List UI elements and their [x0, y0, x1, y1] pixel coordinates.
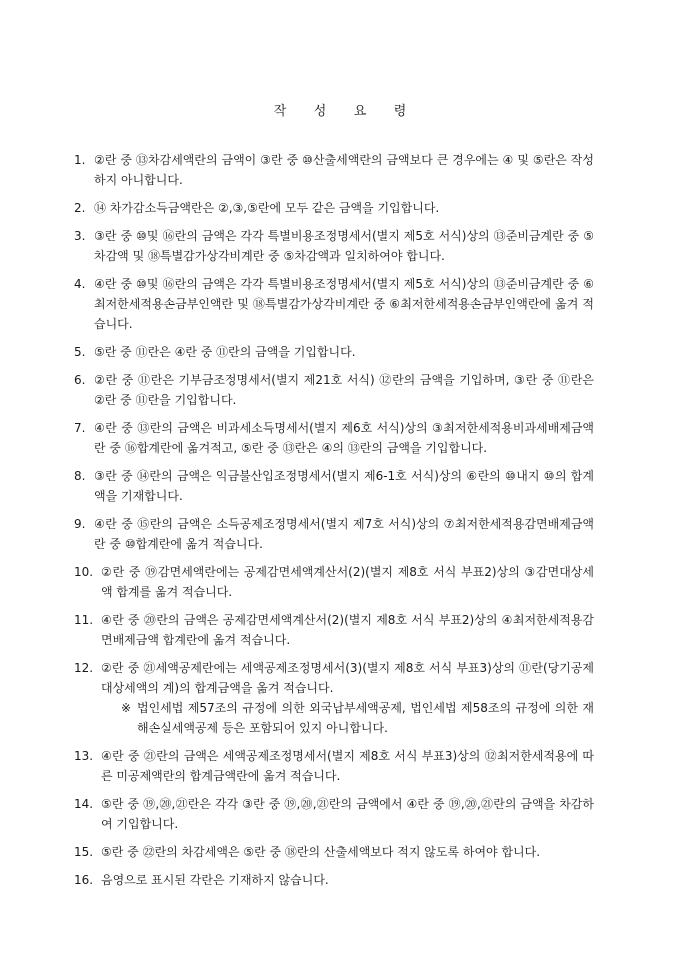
note-mark: ※	[121, 701, 132, 715]
list-item	[74, 562, 594, 602]
instruction-list	[74, 150, 594, 898]
item-number: 9.	[74, 517, 86, 531]
list-item	[74, 658, 594, 738]
item-number: 6.	[74, 373, 86, 387]
page-title	[0, 100, 680, 119]
item-text: ③란 중 ⑩및 ⑯란의 금액은 각각 특별비용조정명세서(별지 제5호 서식)상의 ⑬준비금계란 중 ⑤차감액 및 ⑱특별감가상각비계란 중 ⑤차감액과 일치하여야 합니다.	[94, 229, 594, 263]
item-text: ②란 중 ⑬차감세액란의 금액이 ③란 중 ⑩산출세액란의 금액보다 큰 경우에는 ④ 및 ⑤란은 작성하지 아니합니다.	[94, 153, 594, 187]
item-number: 4.	[74, 277, 86, 291]
item-text: ②란 중 ⑲감면세액란에는 공제감면세액계산서(2)(별지 제8호 서식 부표2)상의 ③감면대상세액 합계를 옮겨 적습니다.	[101, 565, 594, 599]
list-item	[74, 870, 594, 890]
item-note	[121, 698, 594, 738]
list-item	[74, 466, 594, 506]
item-text: 음영으로 표시된 각란은 기재하지 않습니다.	[101, 873, 329, 887]
item-text: ④란 중 ⑩및 ⑯란의 금액은 각각 특별비용조정명세서(별지 제5호 서식)상의 ⑬준비금계란 중 ⑥최저한세적용손금부인액란 및 ⑱특별감가상각비계란 중 ⑥최저한세적용손금부인액란에 옮겨 적습니다.	[94, 277, 594, 331]
list-item	[74, 842, 594, 862]
note-text: 법인세법 제57조의 규정에 의한 외국납부세액공제, 법인세법 제58조의 규정에 의한 재해손실세액공제 등은 포함되어 있지 아니합니다.	[137, 701, 594, 735]
item-number: 7.	[74, 421, 86, 435]
item-text: ④란 중 ⑳란의 금액은 공제감면세액계산서(2)(별지 제8호 서식 부표2)상의 ④최저한세적용감면배제금액 합계란에 옮겨 적습니다.	[101, 613, 594, 647]
item-text: ⑭ 차가감소득금액란은 ②,③,⑤란에 모두 같은 금액을 기입합니다.	[94, 201, 440, 215]
list-item	[74, 198, 594, 218]
list-item	[74, 514, 594, 554]
item-main-text: ②란 중 ㉑세액공제란에는 세액공제조정명세서(3)(별지 제8호 서식 부표3)상의 ⑪란(당기공제대상세액의 계)의 합계금액을 옮겨 적습니다.	[101, 661, 594, 695]
item-text: ④란 중 ㉑란의 금액은 세액공제조정명세서(별지 제8호 서식 부표3)상의 ⑫최저한세적용에 따른 미공제액란의 합계금액란에 옮겨 적습니다.	[101, 749, 594, 783]
item-text: ⑤란 중 ⑪란은 ④란 중 ⑪란의 금액을 기입합니다.	[94, 345, 356, 359]
list-item	[74, 794, 594, 834]
item-number: 11.	[74, 613, 94, 627]
list-item	[74, 274, 594, 334]
item-number: 2.	[74, 201, 86, 215]
list-item	[74, 418, 594, 458]
item-number: 13.	[74, 749, 94, 763]
item-number: 10.	[74, 565, 94, 579]
item-text: ④란 중 ⑮란의 금액은 소득공제조정명세서(별지 제7호 서식)상의 ⑦최저한세적용감면배제금액란 중 ⑩합계란에 옮겨 적습니다.	[94, 517, 594, 551]
list-item	[74, 342, 594, 362]
item-number: 16.	[74, 873, 94, 887]
item-number: 14.	[74, 797, 94, 811]
item-number: 12.	[74, 661, 94, 675]
item-number: 3.	[74, 229, 86, 243]
item-number: 5.	[74, 345, 86, 359]
item-number: 15.	[74, 845, 94, 859]
title-char: 작	[273, 104, 287, 119]
item-text: ⑤란 중 ㉒란의 차감세액은 ⑤란 중 ⑱란의 산출세액보다 적지 않도록 하여야 합니다.	[101, 845, 541, 859]
item-text: ④란 중 ⑬란의 금액은 비과세소득명세서(별지 제6호 서식)상의 ③최저한세적용비과세배제금액란 중 ⑯합계란에 옮겨적고, ⑤란 중 ⑬란은 ④의 ⑬란의 금액을 기입합니다.	[94, 421, 594, 455]
list-item	[74, 746, 594, 786]
item-text: ③란 중 ⑭란의 금액은 익금불산입조정명세서(별지 제6-1호 서식)상의 ⑥란의 ⑩내지 ⑩의 합계액을 기재합니다.	[94, 469, 594, 503]
title-char: 성	[313, 104, 327, 119]
list-item	[74, 150, 594, 190]
list-item	[74, 370, 594, 410]
list-item	[74, 610, 594, 650]
title-char: 요	[353, 104, 367, 119]
item-number: 1.	[74, 153, 86, 167]
title-char: 령	[393, 104, 407, 119]
item-number: 8.	[74, 469, 86, 483]
list-item	[74, 226, 594, 266]
item-text	[101, 658, 594, 738]
item-text: ⑤란 중 ⑲,⑳,㉑란은 각각 ③란 중 ⑲,⑳,㉑란의 금액에서 ④란 중 ⑲,⑳,㉑란의 금액을 차감하여 기입합니다.	[101, 797, 594, 831]
item-text: ②란 중 ⑪란은 기부금조정명세서(별지 제21호 서식) ⑫란의 금액을 기입하며, ③란 중 ⑪란은 ②란 중 ⑪란을 기입합니다.	[94, 373, 594, 407]
